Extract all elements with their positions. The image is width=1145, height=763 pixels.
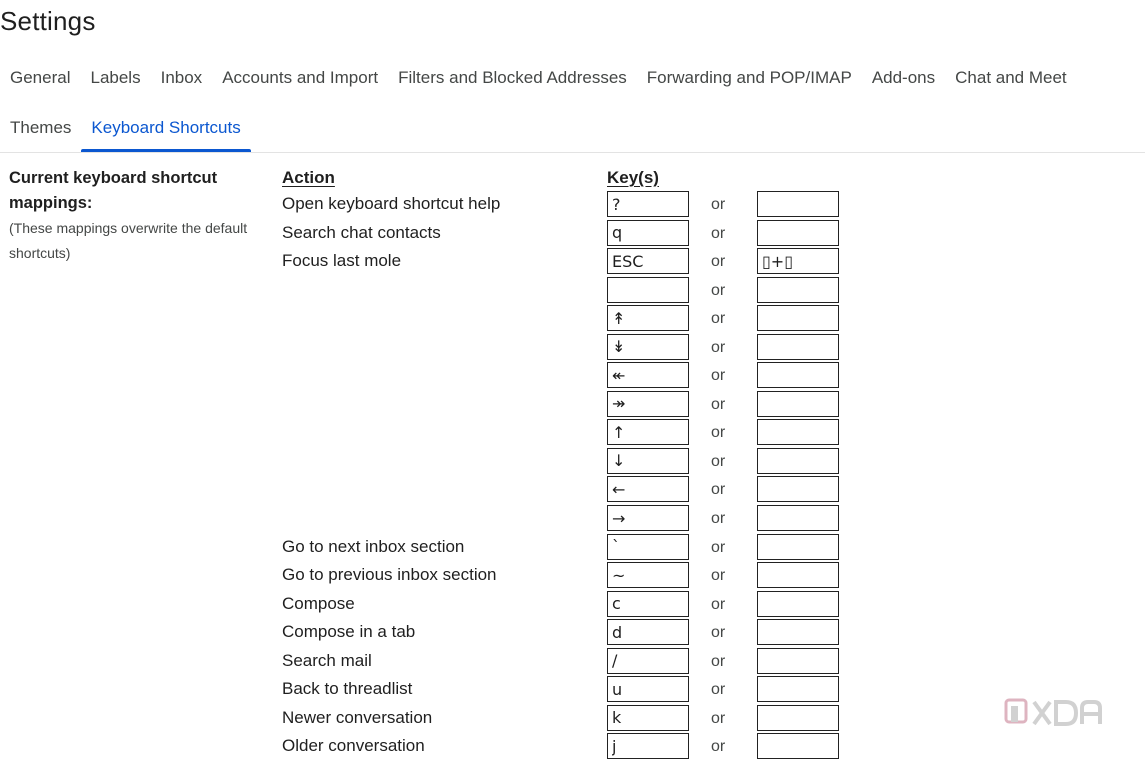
primary-key-input[interactable] (607, 448, 689, 474)
table-row (0, 704, 1145, 733)
primary-key-input[interactable] (607, 733, 689, 759)
table-row (0, 533, 1145, 562)
primary-key-input[interactable] (607, 248, 689, 274)
secondary-key-input[interactable] (757, 648, 839, 674)
settings-tabs-row-1 (0, 60, 1077, 96)
or-label: or (711, 253, 726, 271)
or-label: or (711, 738, 726, 756)
or-label: or (711, 510, 726, 528)
table-row (0, 304, 1145, 333)
primary-key-input[interactable] (607, 277, 689, 303)
table-row (0, 219, 1145, 248)
or-label: or (711, 624, 726, 642)
primary-key-input[interactable] (607, 191, 689, 217)
tab-filters-and-blocked-addresses[interactable]: Filters and Blocked Addresses (398, 68, 627, 87)
primary-key-input[interactable] (607, 305, 689, 331)
table-row (0, 647, 1145, 676)
or-label: or (711, 424, 726, 442)
page-title: Settings (0, 6, 96, 36)
or-label: or (711, 224, 726, 242)
tab-inbox[interactable]: Inbox (160, 68, 203, 87)
or-label: or (711, 452, 726, 470)
table-row (0, 732, 1145, 761)
action-label: Older conversation (282, 736, 425, 756)
secondary-key-input[interactable] (757, 419, 839, 445)
action-label: Go to previous inbox section (282, 565, 497, 585)
secondary-key-input[interactable] (757, 534, 839, 560)
secondary-key-input[interactable] (757, 277, 839, 303)
tab-labels[interactable]: Labels (90, 68, 141, 87)
secondary-key-input[interactable] (757, 733, 839, 759)
primary-key-input[interactable] (607, 591, 689, 617)
or-label: or (711, 338, 726, 356)
secondary-key-input[interactable] (757, 334, 839, 360)
or-label: or (711, 395, 726, 413)
table-row (0, 361, 1145, 390)
secondary-key-input[interactable] (757, 591, 839, 617)
tab-keyboard-shortcuts[interactable]: Keyboard Shortcuts (81, 110, 250, 146)
mappings-note: (These mappings overwrite the default shortcuts) (9, 220, 248, 261)
primary-key-input[interactable] (607, 505, 689, 531)
secondary-key-input[interactable] (757, 476, 839, 502)
tab-add-ons[interactable]: Add-ons (871, 68, 936, 87)
table-row (0, 276, 1145, 305)
action-label: Go to next inbox section (282, 536, 465, 556)
or-label: or (711, 481, 726, 499)
primary-key-input[interactable] (607, 362, 689, 388)
action-label: Search chat contacts (282, 222, 441, 242)
action-label: Compose in a tab (282, 622, 416, 642)
action-label: Compose (282, 593, 355, 613)
action-label: Focus last mole (282, 251, 402, 271)
or-label: or (711, 538, 726, 556)
secondary-key-input[interactable] (757, 562, 839, 588)
action-column-header: Action (282, 168, 335, 187)
secondary-key-input[interactable] (757, 705, 839, 731)
primary-key-input[interactable] (607, 676, 689, 702)
action-label: Back to threadlist (282, 679, 413, 699)
table-row (0, 447, 1145, 476)
primary-key-input[interactable] (607, 220, 689, 246)
mappings-heading: Current keyboard shortcut mappings: (9, 169, 218, 212)
table-row (0, 333, 1145, 362)
primary-key-input[interactable] (607, 334, 689, 360)
tab-accounts-and-import[interactable]: Accounts and Import (222, 68, 379, 87)
table-row (0, 590, 1145, 619)
action-label: Open keyboard shortcut help (282, 194, 501, 213)
table-row (0, 247, 1145, 276)
table-row (0, 675, 1145, 704)
or-label: or (711, 196, 726, 213)
tabs-divider (0, 152, 1145, 153)
primary-key-input[interactable] (607, 391, 689, 417)
secondary-key-input[interactable] (757, 220, 839, 246)
primary-key-input[interactable] (607, 476, 689, 502)
secondary-key-input[interactable] (757, 362, 839, 388)
secondary-key-input[interactable] (757, 391, 839, 417)
primary-key-input[interactable] (607, 419, 689, 445)
tab-forwarding-and-pop-imap[interactable]: Forwarding and POP/IMAP (646, 68, 852, 87)
settings-tabs-row-2 (0, 110, 251, 146)
keys-column-header: Key(s) (607, 168, 659, 187)
or-label: or (711, 681, 726, 699)
or-label: or (711, 310, 726, 328)
table-row (0, 561, 1145, 590)
secondary-key-input[interactable] (757, 619, 839, 645)
primary-key-input[interactable] (607, 705, 689, 731)
or-label: or (711, 367, 726, 385)
table-row (0, 504, 1145, 533)
primary-key-input[interactable] (607, 534, 689, 560)
or-label: or (711, 595, 726, 613)
tab-general[interactable]: General (10, 68, 71, 87)
table-row (0, 475, 1145, 504)
xda-logo-icon (1004, 696, 1114, 730)
or-label: or (711, 567, 726, 585)
secondary-key-input[interactable] (757, 676, 839, 702)
or-label: or (711, 281, 726, 299)
primary-key-input[interactable] (607, 619, 689, 645)
secondary-key-input[interactable] (757, 191, 839, 217)
tab-themes[interactable]: Themes (10, 118, 72, 137)
secondary-key-input[interactable] (757, 305, 839, 331)
table-row (0, 390, 1145, 419)
action-label: Newer conversation (282, 707, 433, 727)
table-row (0, 418, 1145, 447)
secondary-key-input[interactable] (757, 505, 839, 531)
tab-chat-and-meet[interactable]: Chat and Meet (955, 68, 1067, 87)
action-label: Search mail (282, 650, 372, 670)
shortcut-table (0, 190, 1145, 761)
table-row (0, 618, 1145, 647)
or-label: or (711, 652, 726, 670)
secondary-key-input[interactable] (757, 448, 839, 474)
secondary-key-input[interactable] (757, 248, 839, 274)
primary-key-input[interactable] (607, 648, 689, 674)
table-row (0, 190, 1145, 219)
or-label: or (711, 709, 726, 727)
primary-key-input[interactable] (607, 562, 689, 588)
